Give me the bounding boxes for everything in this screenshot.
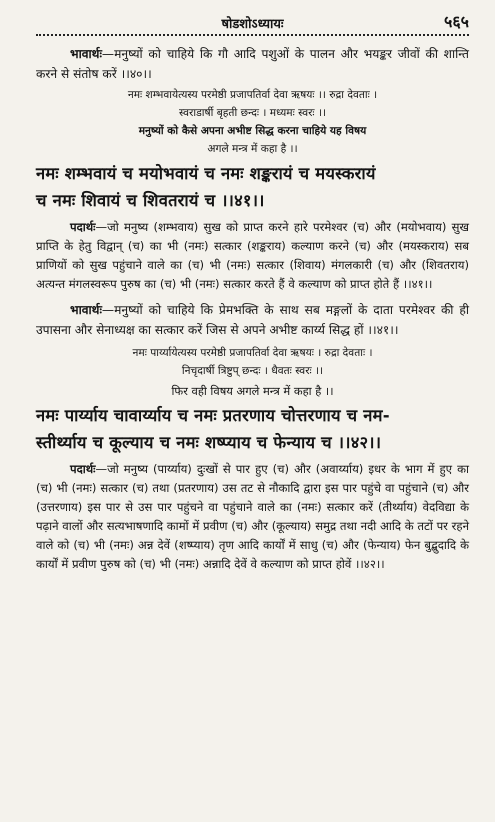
padarth-label: पदार्थः [70,462,96,476]
bhavarth-text: —मनुष्यों को चाहिये कि गौ आदि पशुओं के पालन और भयङ्कर जीवों की शान्ति करने से संतोष करें ।।४०।। [36,47,469,81]
header-rule [36,34,469,36]
page-number: ५६५ [444,12,469,31]
padarth-text: —जो मनुष्य (शम्भवाय) सुख को प्राप्त करने हारे परमेश्वर (च) और (मयोभवाय) सुख प्राप्ति के हेतु विद्वान् (च) का भी (नमः) सत्कार (शङ्कराय) कल्याण करने (च) और (मयस्कराय) सब प्राणियों को सुख पहुंचाने वाले का (च) भी (नमः) सत्कार (शिवाय) मंगलकारी (च) और (शिवतराय) अत्यन्त मंगलस्वरूप पुरुष का (च) भी (नमः) सत्कार करते हैं वे कल्याण को प्राप्त होते हैं ।।४१।। [36,220,469,291]
page-header [36,0,469,40]
vishay-line: मनुष्यों को कैसे अपना अभीष्ट सिद्ध करना चाहिये यह विषय [138,125,367,137]
bhavarth-40 [36,44,469,84]
mantra-line: नमः पार्य्याय चावार्य्याय च नमः प्रतरणाय चोत्तरणाय च नम- [36,406,390,425]
mantra-41-meta [36,86,469,158]
vishay-line: अगले मन्त्र में कहा है ।। [207,143,298,155]
bhavarth-text: —मनुष्यों को चाहिये कि प्रेमभक्ति के साथ सब मङ्गलों के दाता परमेश्वर की ही उपासना और सेनाध्यक्ष का सत्कार करें जिस से अपने अभीष्ट कार्य्य सिद्ध हों ।।४१।। [36,303,469,337]
padarth-text: —जो मनुष्य (पार्य्याय) दुःखों से पार हुए (च) और (अवार्य्याय) इधर के भाग में हुए का (च) भी (नमः) सत्कार (च) तथा (प्रतरणाय) उस तट से नौकादि द्वारा इस पार पहुंचे वा पहुंचाने (च) और (उत्तरणाय) इस पार से उस पार पहुंचने वा पहुंचाने वाले का (नमः) सत्कार करें (तीर्थ्याय) वेदविद्या के पढ़ाने वालों और सत्यभाषणादि कामों में प्रवीण (च) और (कूल्याय) समुद्र तथा नदी आदि के तटों पर रहने वाले को (च) भी (नमः) अन्न देवें (शष्प्याय) तृण आदि कार्यों में साधु (च) और (फेन्याय) फेन बुद्बुदादि के कार्यों में प्रवीण पुरुष को (च) भी (नमः) अन्नादि देवें वे कल्याण को प्राप्त होवें ।।४२।। [36,462,469,571]
mantra-line: नमः शम्भवायं च मयोभवायं च नमः शङ्करायं च मयस्करायं [36,164,376,183]
running-title: षोडशोऽध्यायः [221,17,284,32]
bhavarth-label: भावार्थः [70,47,102,61]
mantra-42-meta [36,344,469,400]
bhavarth-41 [36,300,469,340]
mantra-line: स्तीर्थ्याय च कूल्याय च नमः शष्प्याय च फेन्याय च ।।४२।। [36,433,382,452]
chhand-line: स्वराडार्षी बृहती छन्दः । मध्यमः स्वरः ।। [179,107,326,119]
padarth-42 [36,460,469,574]
mantra-line: च नमः शिवायं च शिवतरायं च ।।४१।। [36,191,265,210]
mantra-41 [36,160,469,214]
vishay-line: फिर वही विषय अगले मन्त्र में कहा है ।। [171,384,334,398]
padarth-41 [36,218,469,294]
rishi-line: नमः पार्य्यायेत्यस्य परमेष्ठी प्रजापतिर्वा देवा ऋषयः । रुद्रा देवताः । [132,347,373,359]
rishi-line: नमः शम्भवायेत्यस्य परमेष्ठी प्रजापतिर्वा देवा ऋषयः ।। रुद्रा देवताः । [127,89,378,101]
chhand-line: निचृदार्षी त्रिष्टुप् छन्दः । धैवतः स्वरः ।। [181,365,324,377]
padarth-label: पदार्थः [70,220,96,234]
bhavarth-label: भावार्थः [70,303,102,317]
mantra-42 [36,402,469,456]
